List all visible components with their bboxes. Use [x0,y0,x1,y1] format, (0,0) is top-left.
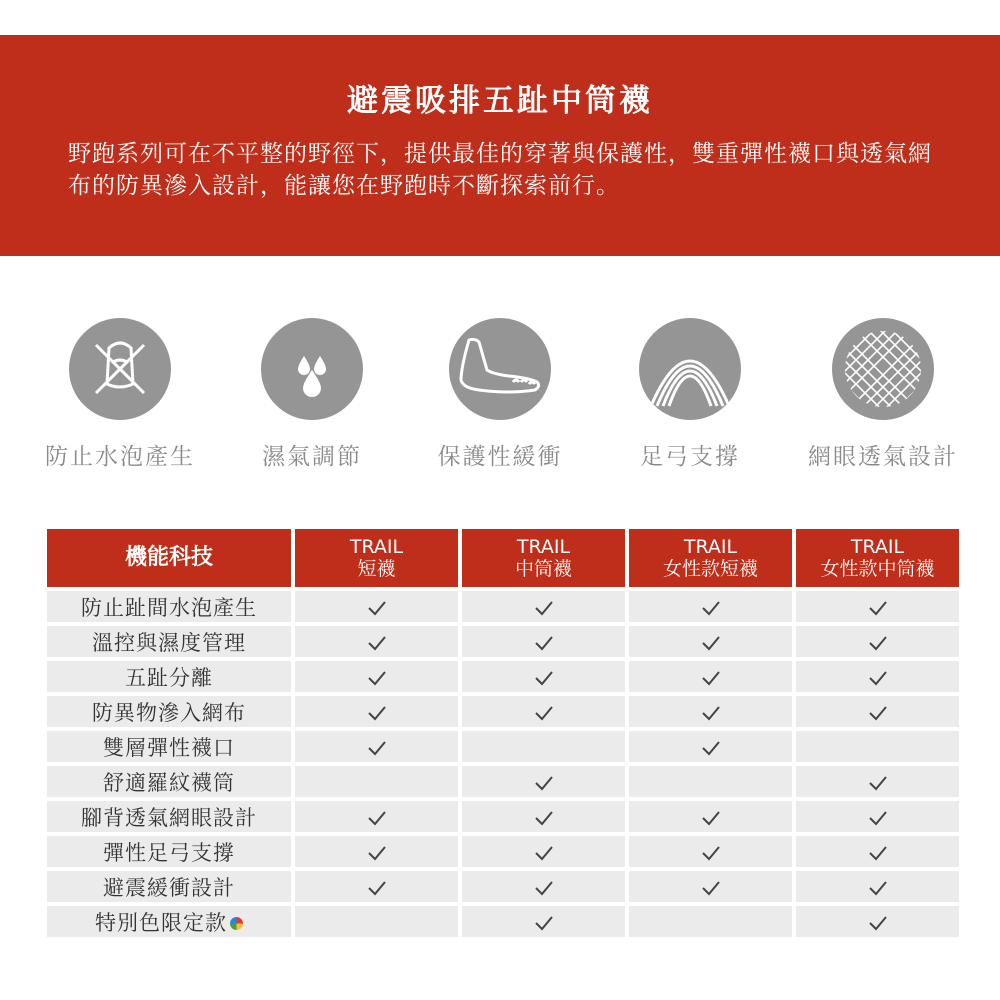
checkmark-icon [367,805,387,829]
checkmark-icon [534,875,554,899]
row-label-text: 舒適羅紋襪筒 [103,770,235,795]
check-cell [629,626,792,657]
row-label-text: 腳背透氣網眼設計 [81,805,257,830]
check-cell [796,766,959,797]
row-label [47,626,291,657]
row-label-text: 特別色限定款 [95,910,227,935]
feature-arch-support [590,318,790,471]
table-row [47,871,959,902]
empty-cell [462,731,625,762]
check-cell [629,591,792,622]
feature-moisture [212,318,412,471]
check-cell [629,836,792,867]
row-label [47,801,291,832]
header-col-3: TRAIL 女性款短襪 [629,529,792,587]
row-label-text: 五趾分離 [125,665,213,690]
feature-cushion [400,318,600,471]
check-cell [295,661,458,692]
checkmark-icon [701,805,721,829]
row-label-text: 溫控與濕度管理 [92,630,246,655]
checkmark-icon [868,875,888,899]
checkmark-icon [534,840,554,864]
empty-cell [295,906,458,937]
checkmark-icon [534,910,554,934]
checkmark-icon [534,770,554,794]
empty-cell [796,731,959,762]
page-title: 避震吸排五趾中筒襪 [347,83,653,119]
check-cell [462,626,625,657]
checkmark-icon [701,735,721,759]
feature-label: 保護性緩衝 [437,444,563,470]
row-label [47,661,291,692]
row-label [47,766,291,797]
row-label [47,871,291,902]
check-cell [629,661,792,692]
checkmark-icon [367,700,387,724]
feature-label: 網眼透氣設計 [808,444,958,470]
table-row [47,696,959,727]
feature-label: 濕氣調節 [262,444,362,470]
check-cell [462,836,625,867]
row-label [47,731,291,762]
checkmark-icon [868,630,888,654]
check-cell [796,661,959,692]
check-cell [462,906,625,937]
checkmark-icon [701,630,721,654]
table-header-row [47,529,959,587]
hero-banner [0,35,1000,256]
check-cell [629,731,792,762]
table-row [47,906,959,937]
row-label [47,591,291,622]
mesh-icon [832,318,934,420]
table-row [47,836,959,867]
checkmark-icon [534,630,554,654]
table-row [47,591,959,622]
check-cell [295,836,458,867]
check-cell [796,836,959,867]
checkmark-icon [701,700,721,724]
row-label [47,906,291,937]
feature-label: 足弓支撐 [640,444,740,470]
header-col-2: TRAIL 中筒襪 [462,529,625,587]
checkmark-icon [868,770,888,794]
check-cell [295,626,458,657]
check-cell [462,801,625,832]
checkmark-icon [868,700,888,724]
check-cell [295,591,458,622]
no-blister-icon [69,318,171,420]
check-cell [629,801,792,832]
checkmark-icon [868,910,888,934]
check-cell [462,696,625,727]
checkmark-icon [534,595,554,619]
table-row [47,766,959,797]
check-cell [796,801,959,832]
row-label-text: 防異物滲入網布 [92,700,246,725]
header-col-4: TRAIL 女性款中筒襪 [796,529,959,587]
check-cell [629,696,792,727]
check-cell [462,871,625,902]
checkmark-icon [868,840,888,864]
checkmark-icon [868,805,888,829]
checkmark-icon [868,665,888,689]
check-cell [796,626,959,657]
check-cell [462,766,625,797]
checkmark-icon [868,595,888,619]
checkmark-icon [367,630,387,654]
check-cell [796,696,959,727]
row-label-text: 雙層彈性襪口 [103,735,235,760]
header-tech: 機能科技 [47,529,291,587]
feature-no-blister [20,318,220,471]
table-row [47,626,959,657]
empty-cell [629,906,792,937]
water-drops-icon [261,318,363,420]
empty-cell [295,766,458,797]
foot-icon [449,318,551,420]
checkmark-icon [534,805,554,829]
check-cell [295,696,458,727]
checkmark-icon [367,665,387,689]
table-row [47,661,959,692]
check-cell [462,591,625,622]
check-cell [295,801,458,832]
feature-mesh [783,318,983,471]
check-cell [295,731,458,762]
check-cell [796,906,959,937]
check-cell [295,871,458,902]
color-palette-icon [230,917,243,930]
checkmark-icon [367,840,387,864]
checkmark-icon [367,735,387,759]
check-cell [629,871,792,902]
empty-cell [629,766,792,797]
product-description: 野跑系列可在不平整的野徑下，提供最佳的穿著與保護性，雙重彈性襪口與透氣網布的防異滲入設計，能讓您在野跑時不斷探索前行。 [68,141,932,199]
table-row [47,731,959,762]
row-label [47,696,291,727]
row-label-text: 防止趾間水泡產生 [81,595,257,620]
checkmark-icon [534,665,554,689]
checkmark-icon [534,700,554,724]
checkmark-icon [367,595,387,619]
check-cell [462,661,625,692]
arch-support-icon [639,318,741,420]
check-cell [796,871,959,902]
checkmark-icon [701,875,721,899]
checkmark-icon [367,875,387,899]
row-label [47,836,291,867]
checkmark-icon [701,595,721,619]
check-cell [796,591,959,622]
comparison-table [43,525,963,941]
checkmark-icon [701,840,721,864]
checkmark-icon [701,665,721,689]
feature-label: 防止水泡產生 [45,444,195,470]
row-label-text: 彈性足弓支撐 [103,840,235,865]
row-label-text: 避震緩衝設計 [103,875,235,900]
header-col-1: TRAIL 短襪 [295,529,458,587]
table-row [47,801,959,832]
